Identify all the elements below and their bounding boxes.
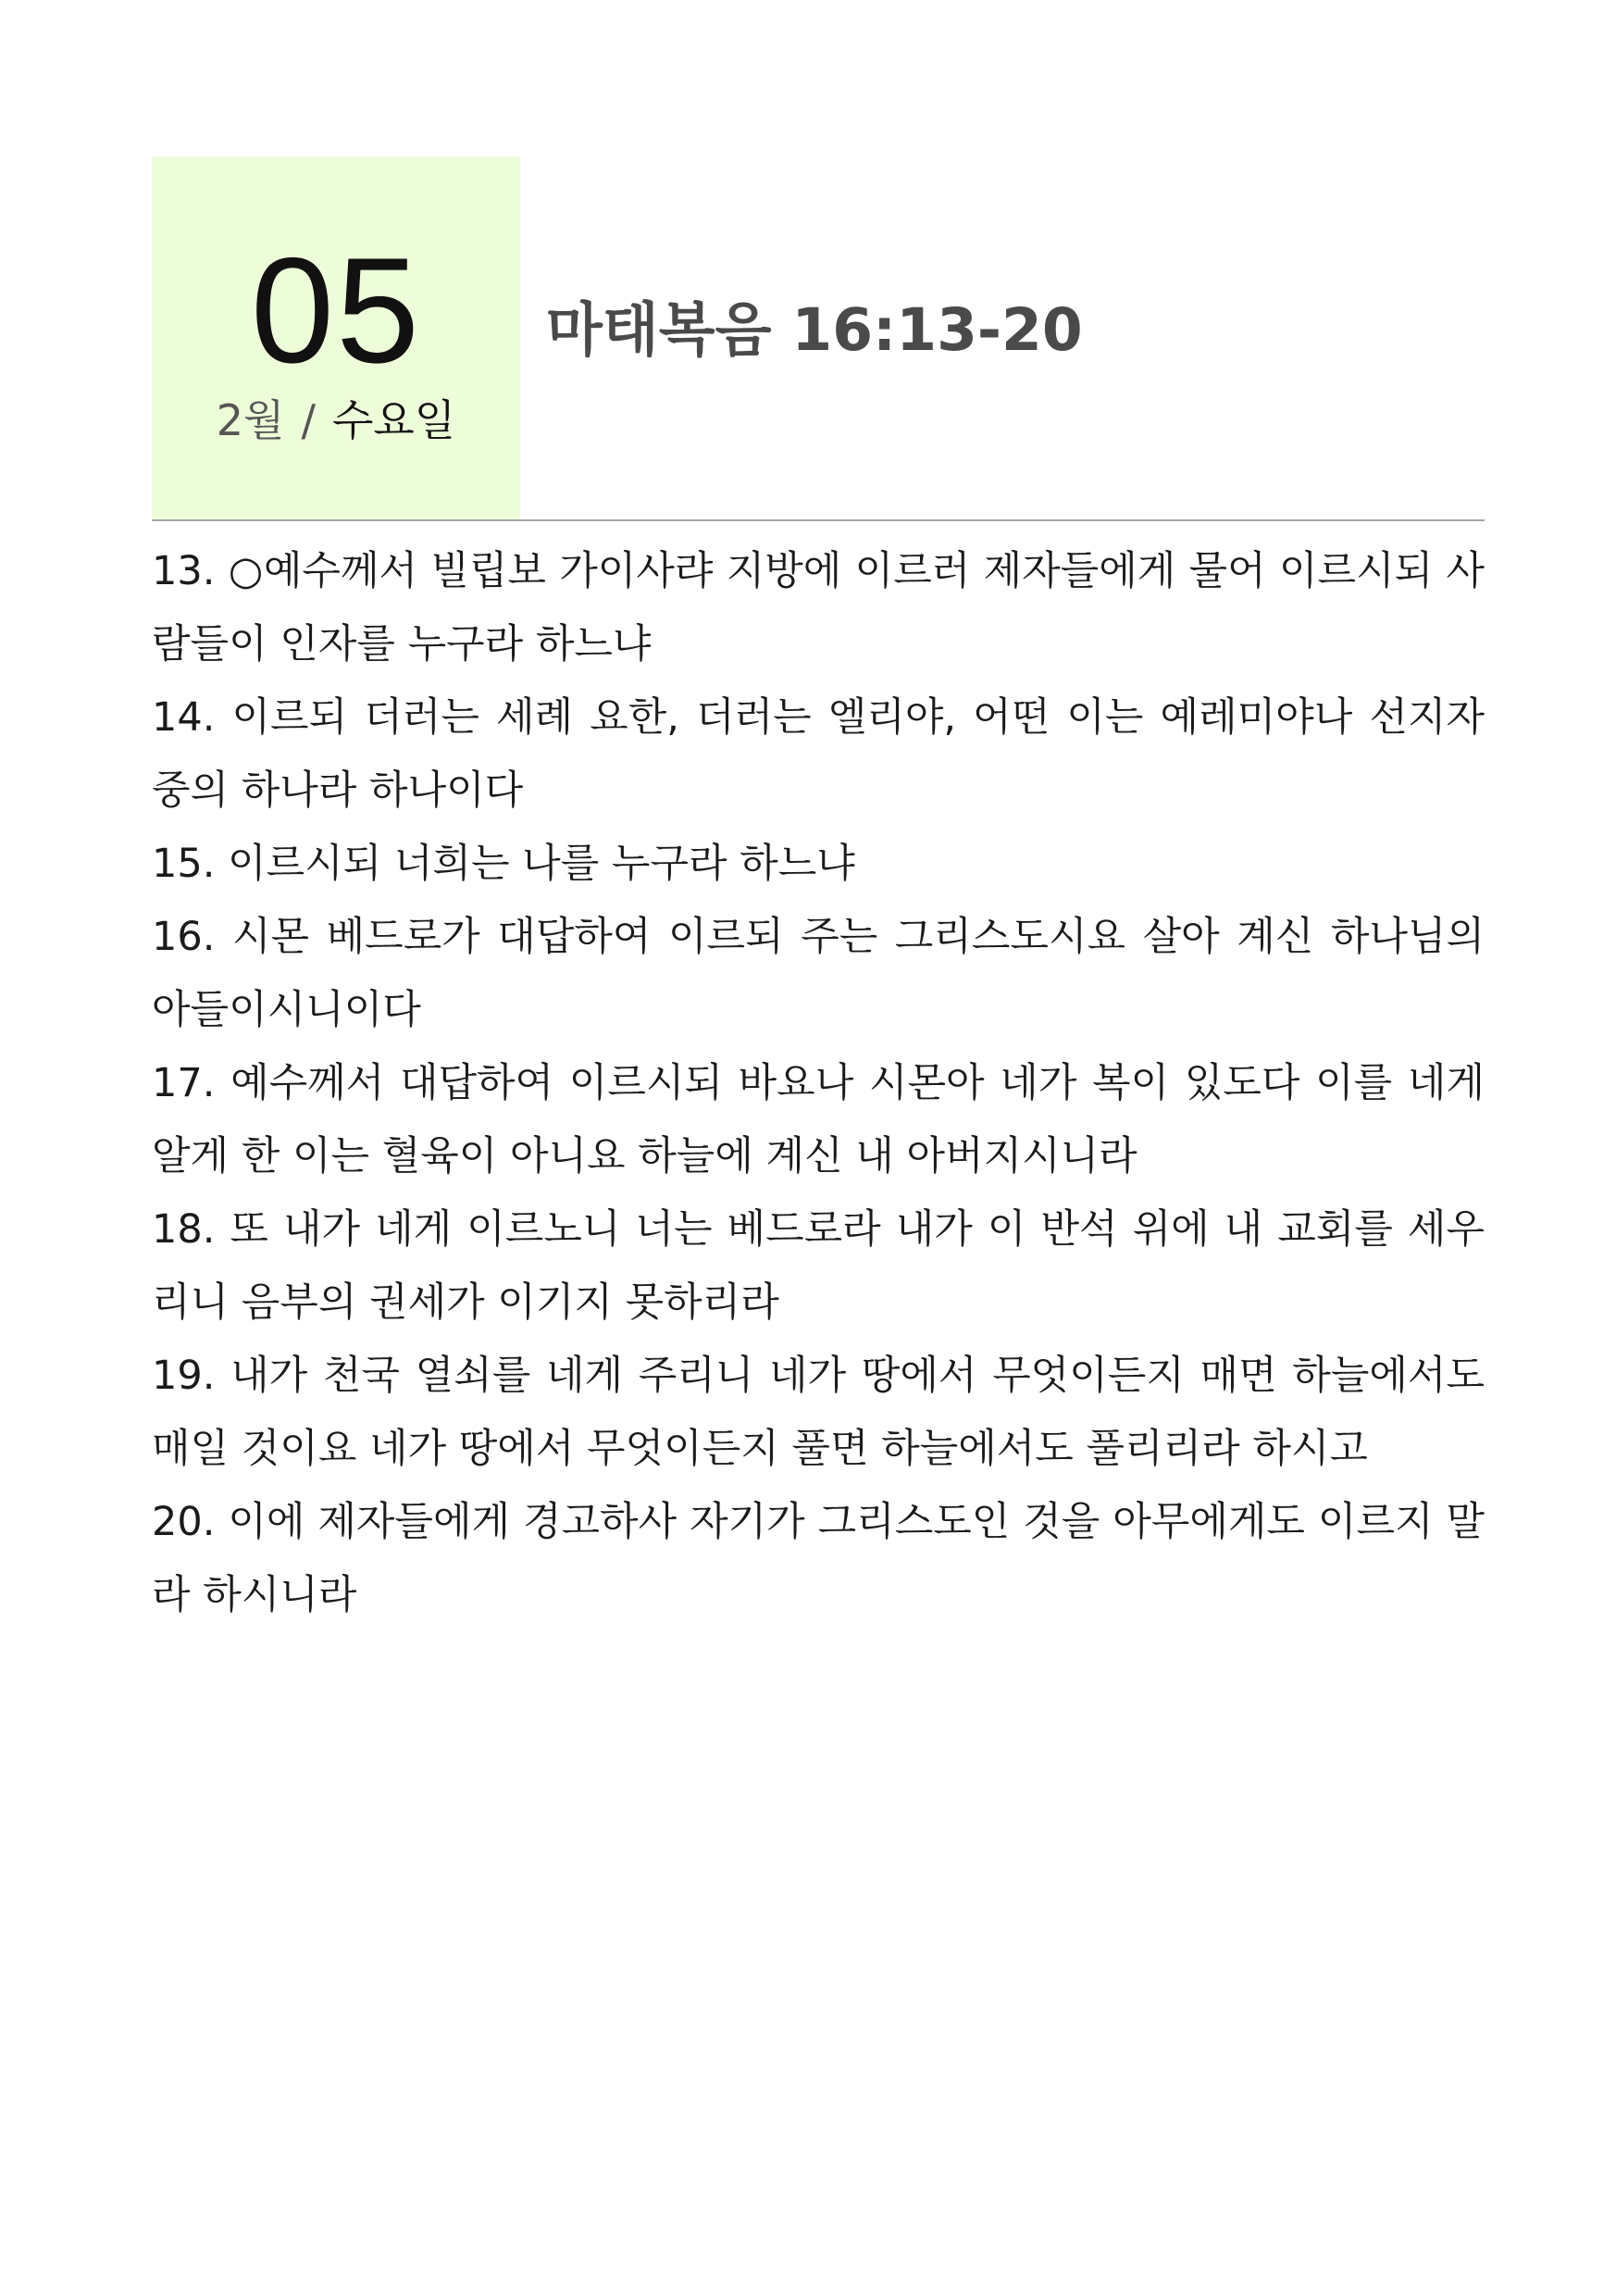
day-number: 05 <box>250 227 422 394</box>
verse-20: 20. 이에 제자들에게 경고하사 자기가 그리스도인 것을 아무에게도 이르지 말라 하시니라 <box>152 1499 1485 1618</box>
verse-15: 15. 이르시되 너희는 나를 누구라 하느냐 <box>152 841 855 887</box>
weekday-label: 수요일 <box>331 395 456 445</box>
verse-18: 18. 또 내가 네게 이르노니 너는 베드로라 내가 이 반석 위에 내 교회를 세우리니 음부의 권세가 이기지 못하리라 <box>152 1206 1485 1326</box>
verse-17: 17. 예수께서 대답하여 이르시되 바요나 시몬아 네가 복이 있도다 이를 네게 알게 한 이는 혈육이 아니요 하늘에 계신 내 아버지시니라 <box>152 1060 1485 1179</box>
month-label: 2월 <box>216 395 285 445</box>
verse-14: 14. 이르되 더러는 세례 요한, 더러는 엘리야, 어떤 이는 예레미야나 선지자 중의 하나라 하나이다 <box>152 694 1485 814</box>
verse-list <box>152 535 1485 1632</box>
passage-title: 마태복음 16:13-20 <box>546 296 1083 364</box>
header-divider <box>152 519 1485 521</box>
date-subtitle <box>152 395 520 445</box>
date-separator: / <box>301 395 316 445</box>
verse-16: 16. 시몬 베드로가 대답하여 이르되 주는 그리스도시요 살아 계신 하나님의 아들이시니이다 <box>152 914 1485 1033</box>
date-box <box>152 156 520 520</box>
verse-13: 13. ○예수께서 빌립보 가이사랴 지방에 이르러 제자들에게 물어 이르시되 사람들이 인자를 누구라 하느냐 <box>152 548 1485 668</box>
verse-19: 19. 내가 천국 열쇠를 네게 주리니 네가 땅에서 무엇이든지 매면 하늘에서도 매일 것이요 네가 땅에서 무엇이든지 풀면 하늘에서도 풀리리라 하시고 <box>152 1353 1485 1472</box>
